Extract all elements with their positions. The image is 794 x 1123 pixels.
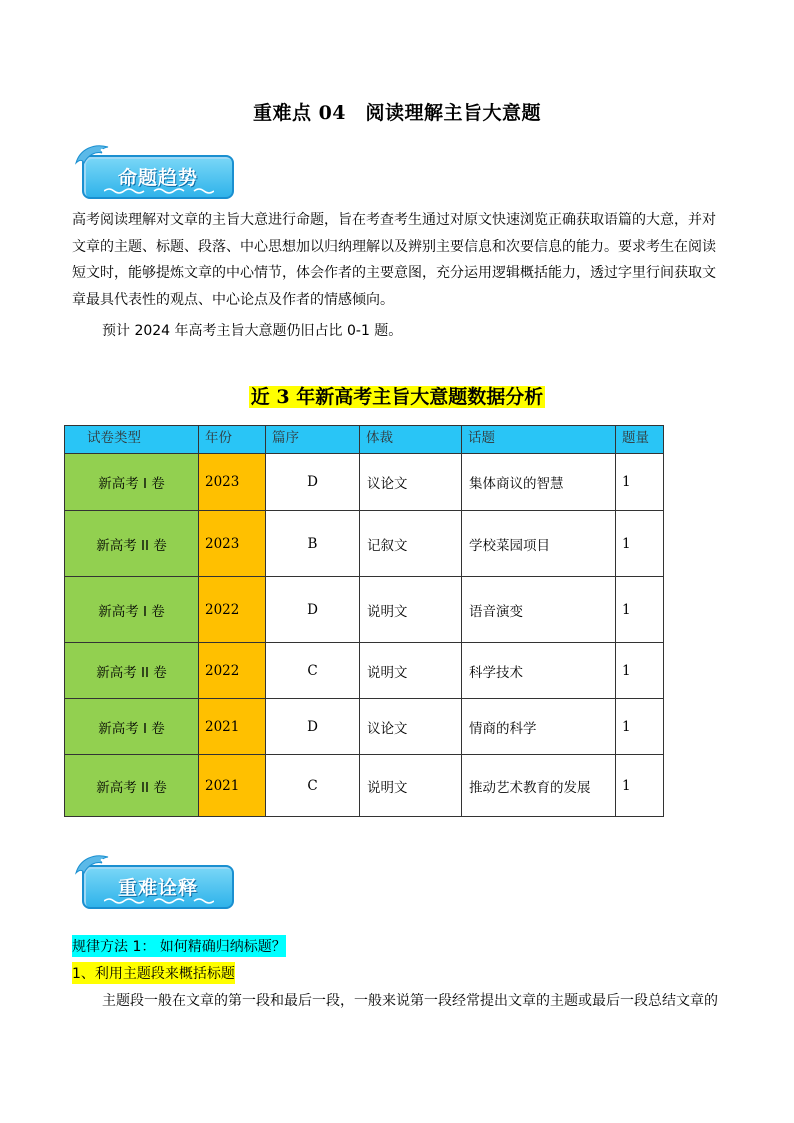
cell-type: 新高考 I 卷 (65, 454, 199, 511)
cell-count: 1 (616, 755, 664, 817)
cell-topic: 科学技术 (462, 643, 616, 699)
cell-type: 新高考 II 卷 (65, 643, 199, 699)
cell-year: 2022 (199, 643, 266, 699)
table-row (65, 511, 664, 577)
cell-genre: 议论文 (360, 454, 462, 511)
cell-year: 2021 (199, 699, 266, 755)
cell-year: 2023 (199, 454, 266, 511)
cell-topic: 学校菜园项目 (462, 511, 616, 577)
cell-genre: 议论文 (360, 699, 462, 755)
wave-decoration-icon (104, 897, 214, 905)
table-row (65, 699, 664, 755)
cell-order: C (266, 755, 360, 817)
cell-year: 2021 (199, 755, 266, 817)
cell-genre: 说明文 (360, 643, 462, 699)
cell-genre: 记叙文 (360, 511, 462, 577)
table-row (65, 643, 664, 699)
table-header-row (65, 426, 664, 454)
table-row (65, 454, 664, 511)
table-title (0, 382, 794, 409)
cell-topic: 推动艺术教育的发展 (462, 755, 616, 817)
rule-sub-heading: 1、利用主题段来概括标题 (72, 962, 235, 984)
cell-topic: 集体商议的智慧 (462, 454, 616, 511)
cell-order: D (266, 454, 360, 511)
page-title: 重难点 04 阅读理解主旨大意题 (252, 102, 542, 124)
dolphin-icon (72, 849, 116, 885)
header-cell: 年份 (199, 426, 266, 454)
header-cell: 篇序 (266, 426, 360, 454)
cell-type: 新高考 I 卷 (65, 699, 199, 755)
cell-count: 1 (616, 511, 664, 577)
section-badge-analysis (72, 855, 234, 907)
header-cell: 试卷类型 (65, 426, 199, 454)
table-title-text: 近 3 年新高考主旨大意题数据分析 (250, 386, 544, 408)
badge-label: 重难诠释 (118, 877, 199, 899)
cell-order: C (266, 643, 360, 699)
cell-count: 1 (616, 699, 664, 755)
cell-type: 新高考 I 卷 (65, 577, 199, 643)
header-cell: 话题 (462, 426, 616, 454)
table-row (65, 577, 664, 643)
wave-decoration-icon (104, 187, 214, 195)
cell-count: 1 (616, 577, 664, 643)
section-badge-trend (72, 145, 234, 197)
cell-order: B (266, 511, 360, 577)
cell-type: 新高考 II 卷 (65, 511, 199, 577)
forecast-paragraph: 预计 2024 年高考主旨大意题仍旧占比 0-1 题。 (102, 323, 403, 339)
header-cell: 体裁 (360, 426, 462, 454)
table-row (65, 755, 664, 817)
data-table (64, 425, 664, 817)
cell-topic: 情商的科学 (462, 699, 616, 755)
cell-genre: 说明文 (360, 577, 462, 643)
cell-count: 1 (616, 643, 664, 699)
intro-paragraph: 高考阅读理解对文章的主旨大意进行命题，旨在考查考生通过对原文快速浏览正确获取语篇的大意，并对文章的主题、标题、段落、中心思想加以归纳理解以及辨别主要信息和次要信息的能力。要求考生在阅读短文时，能够提炼文章的中心情节，体会作者的主要意图，充分运用逻辑概括能力，透过字里行间获取文章最具代表性的观点、中心论点及作者的情感倾向。 (72, 212, 716, 308)
cell-order: D (266, 699, 360, 755)
cell-year: 2022 (199, 577, 266, 643)
dolphin-icon (72, 139, 116, 175)
cell-order: D (266, 577, 360, 643)
cell-count: 1 (616, 454, 664, 511)
rule-method-label: 规律方法 1： 如何精确归纳标题？ (72, 935, 286, 957)
cell-topic: 语音演变 (462, 577, 616, 643)
cell-type: 新高考 II 卷 (65, 755, 199, 817)
header-cell: 题量 (616, 426, 664, 454)
badge-label: 命题趋势 (118, 167, 199, 189)
rule-paragraph: 主题段一般在文章的第一段和最后一段，一般来说第一段经常提出文章的主题或最后一段总结文章的 (102, 993, 718, 1009)
cell-genre: 说明文 (360, 755, 462, 817)
cell-year: 2023 (199, 511, 266, 577)
